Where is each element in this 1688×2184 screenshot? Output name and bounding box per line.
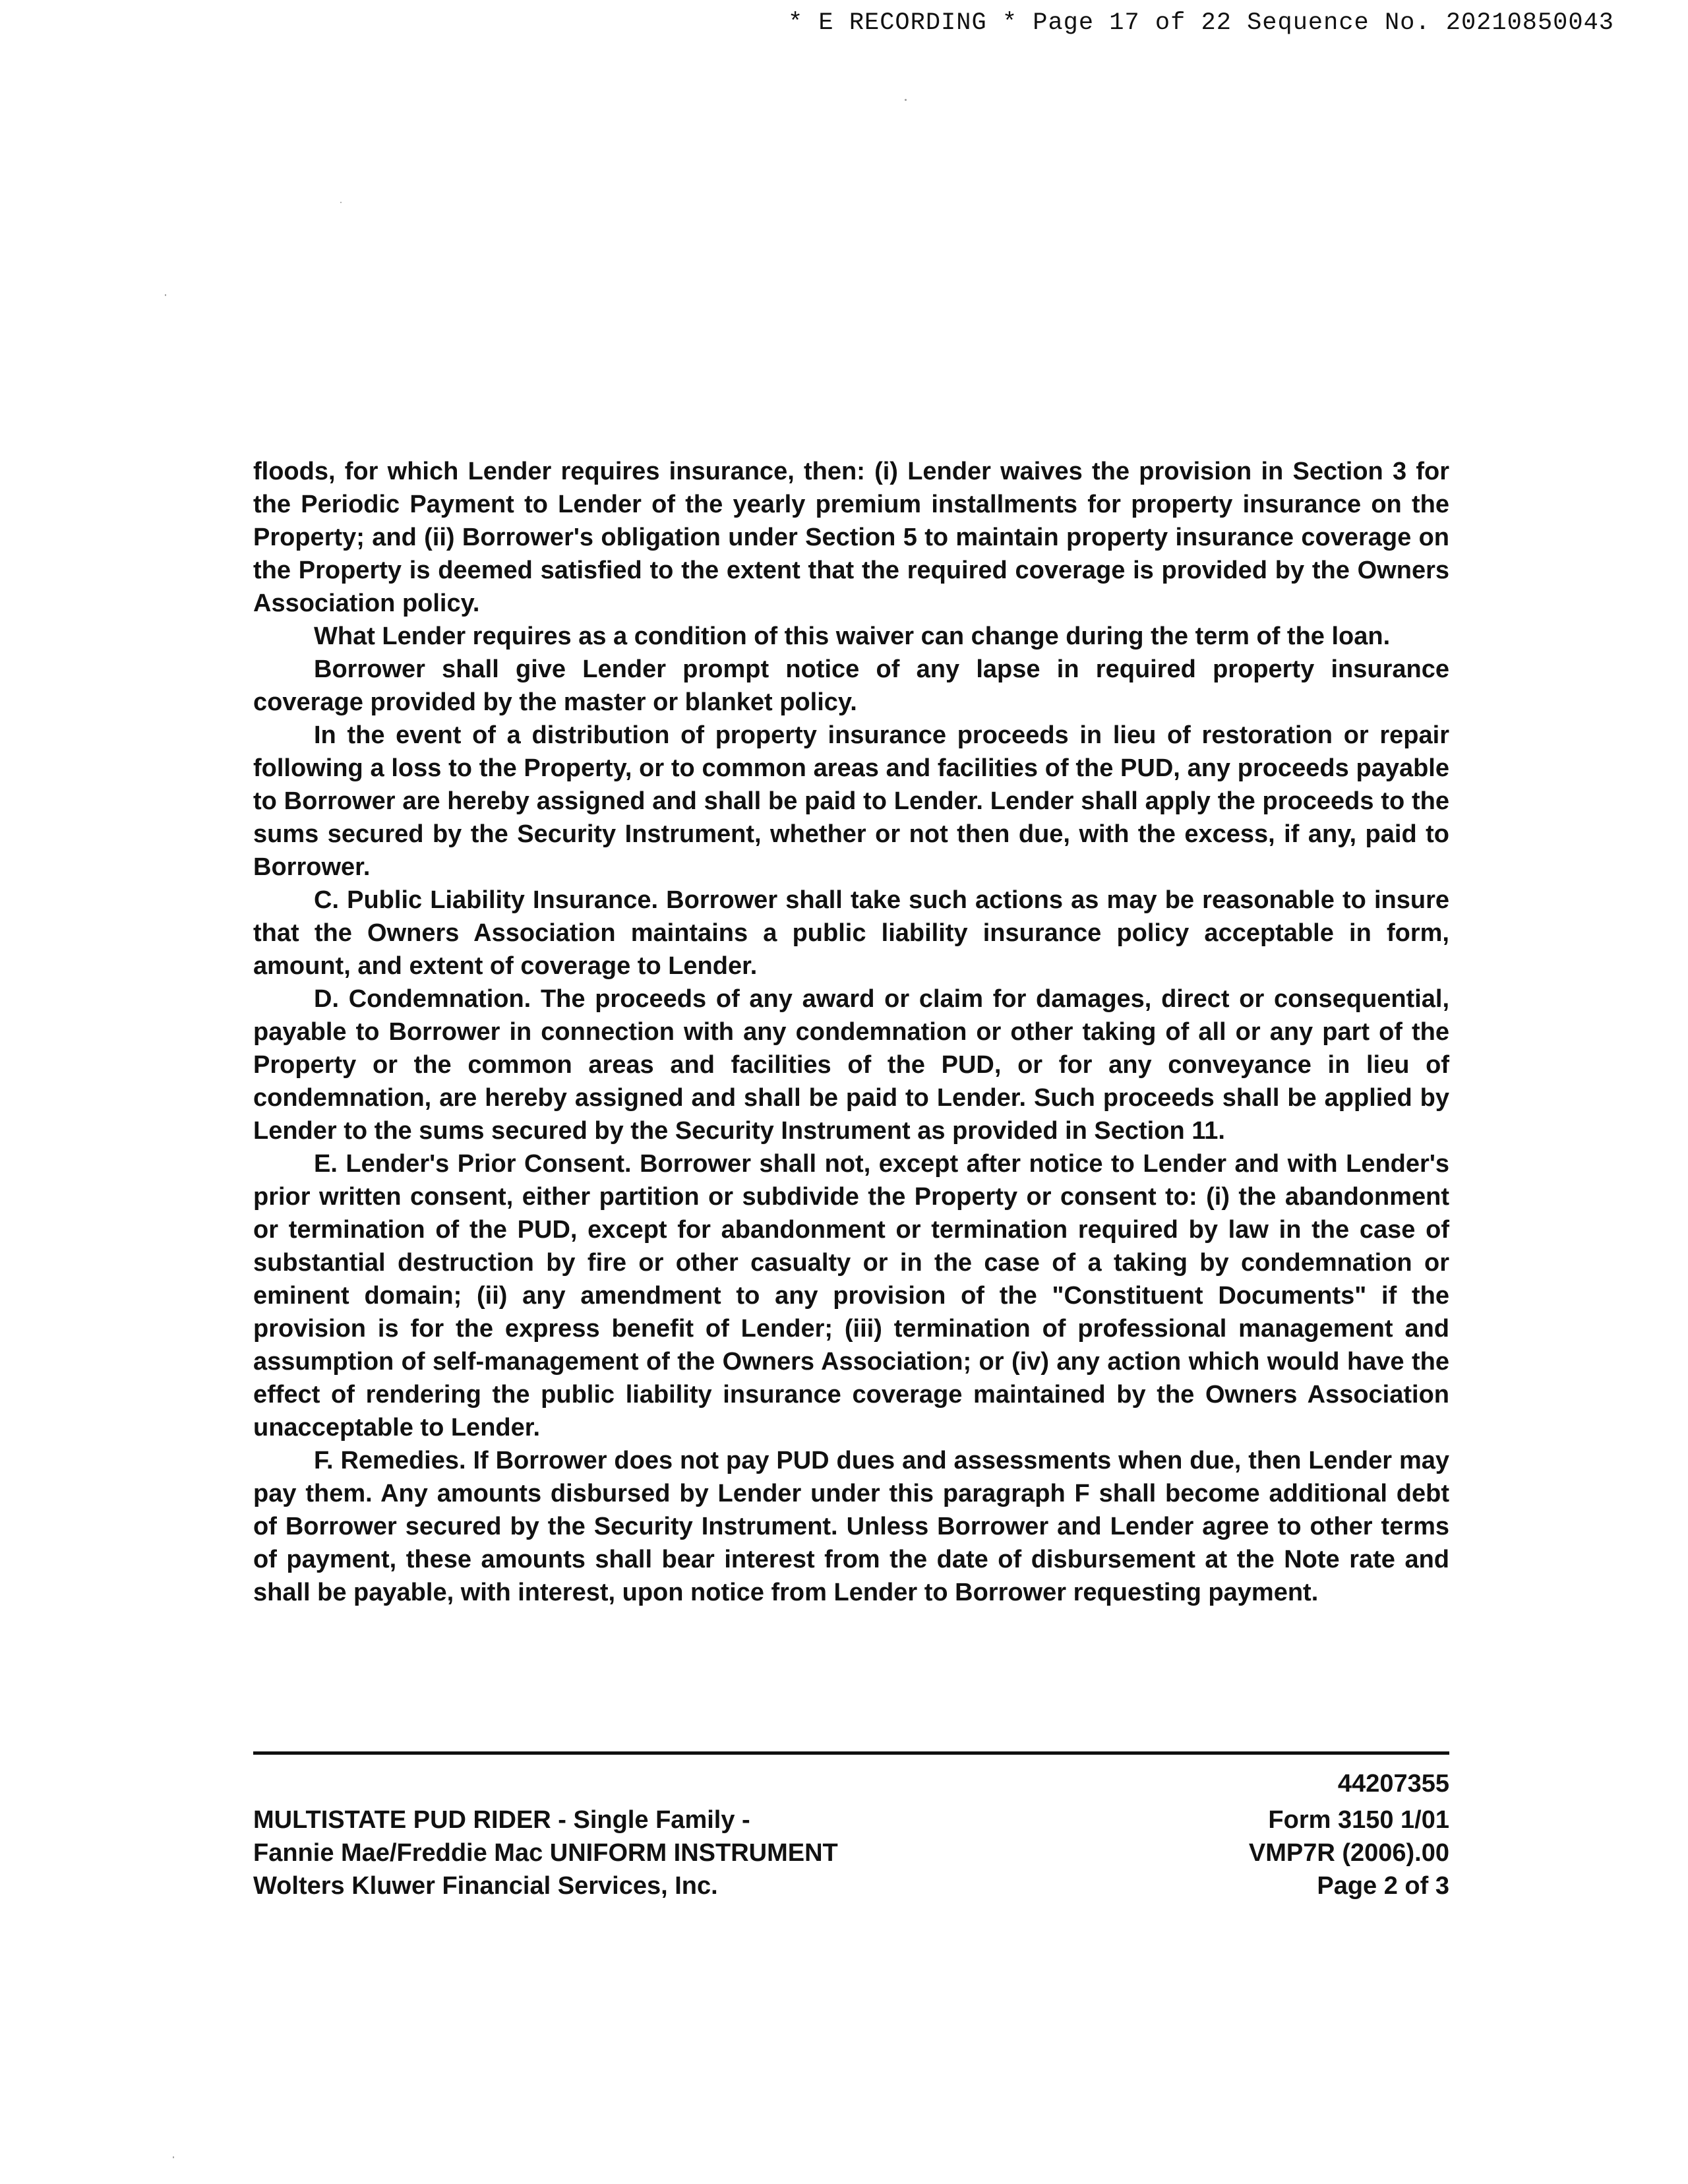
document-body <box>253 455 1449 1609</box>
paragraph-waiver-condition: What Lender requires as a condition of this waiver can change during the term of the loan. <box>314 622 1391 650</box>
form-number: Form 3150 1/01 <box>1268 1806 1449 1834</box>
scan-speck <box>165 294 166 296</box>
scan-speck <box>905 99 907 101</box>
paragraph-public-liability: C. Public Liability Insurance. Borrower shall take such actions as may be reasonable to insure that the Owners Association maintains a public liability insurance policy acceptable in form, amount, and extent of coverage to Lender. <box>253 886 1449 980</box>
publisher: Wolters Kluwer Financial Services, Inc. <box>253 1872 718 1900</box>
footer-form-info <box>253 1804 838 1902</box>
paragraph-prior-consent: E. Lender's Prior Consent. Borrower shall not, except after notice to Lender and with Lender's prior written consent, either partition or subdivide the Property or consent to: (i) the abandonment or termination of the PUD, except for abandonment or termination required by law in the case of substantial destruction by fire or other casualty or in the case of a taking by condemnation or eminent domain; (ii) any amendment to any provision of the "Constituent Documents" if the provision is for the express benefit of Lender; (iii) termination of professional management and assumption of self-management of the Owners Association; or (iv) any action which would have the effect of rendering the public liability insurance coverage maintained by the Owners Association unacceptable to Lender. <box>253 1150 1449 1441</box>
paragraph-remedies: F. Remedies. If Borrower does not pay PUD dues and assessments when due, then Lender may pay them. Any amounts disbursed by Lender under this paragraph F shall become additional debt of Borrower secured by the Security Instrument. Unless Borrower and Lender agree to other terms of payment, these amounts shall bear interest from the date of disbursement at the Note rate and shall be payable, with interest, upon notice from Lender to Borrower requesting payment. <box>253 1447 1449 1606</box>
paragraph-condemnation: D. Condemnation. The proceeds of any award or claim for damages, direct or consequential, payable to Borrower in connection with any condemnation or other taking of all or any part of the Property or the common areas and facilities of the PUD, or for any conveyance in lieu of condemnation, are hereby assigned and shall be paid to Lender. Such proceeds shall be applied by Lender to the sums secured by the Security Instrument as provided in Section 11. <box>253 985 1449 1145</box>
scan-speck <box>340 202 342 203</box>
form-subtitle: Fannie Mae/Freddie Mac UNIFORM INSTRUMENT <box>253 1839 838 1867</box>
paragraph-lapse-notice: Borrower shall give Lender prompt notice of any lapse in required property insurance coverage provided by the master or blanket policy. <box>253 655 1449 716</box>
paragraph-insurance-proceeds: In the event of a distribution of property insurance proceeds in lieu of restoration or repair following a loss to the Property, or to common areas and facilities of the PUD, any proceeds payable to Borrower are hereby assigned and shall be paid to Lender. Lender shall apply the proceeds to the sums secured by the Security Instrument, whether or not then due, with the excess, if any, paid to Borrower. <box>253 721 1449 881</box>
form-version: VMP7R (2006).00 <box>1248 1839 1449 1867</box>
form-title: MULTISTATE PUD RIDER - Single Family - <box>253 1806 750 1834</box>
footer-form-ids <box>1249 1767 1449 1902</box>
recording-header: * E RECORDING * Page 17 of 22 Sequence No. 20210850043 <box>788 9 1614 37</box>
page-label: Page 2 of 3 <box>1317 1872 1449 1900</box>
scan-speck <box>173 2156 174 2158</box>
footer-divider <box>253 1751 1449 1755</box>
loan-number: 44207355 <box>1337 1770 1449 1798</box>
paragraph-floods: floods, for which Lender requires insurance, then: (i) Lender waives the provision in Section 3 for the Periodic Payment to Lender of the yearly premium installments for property insurance on the Property; and (ii) Borrower's obligation under Section 5 to maintain property insurance coverage on the Property is deemed satisfied to the extent that the required coverage is provided by the Owners Association policy. <box>253 458 1449 617</box>
